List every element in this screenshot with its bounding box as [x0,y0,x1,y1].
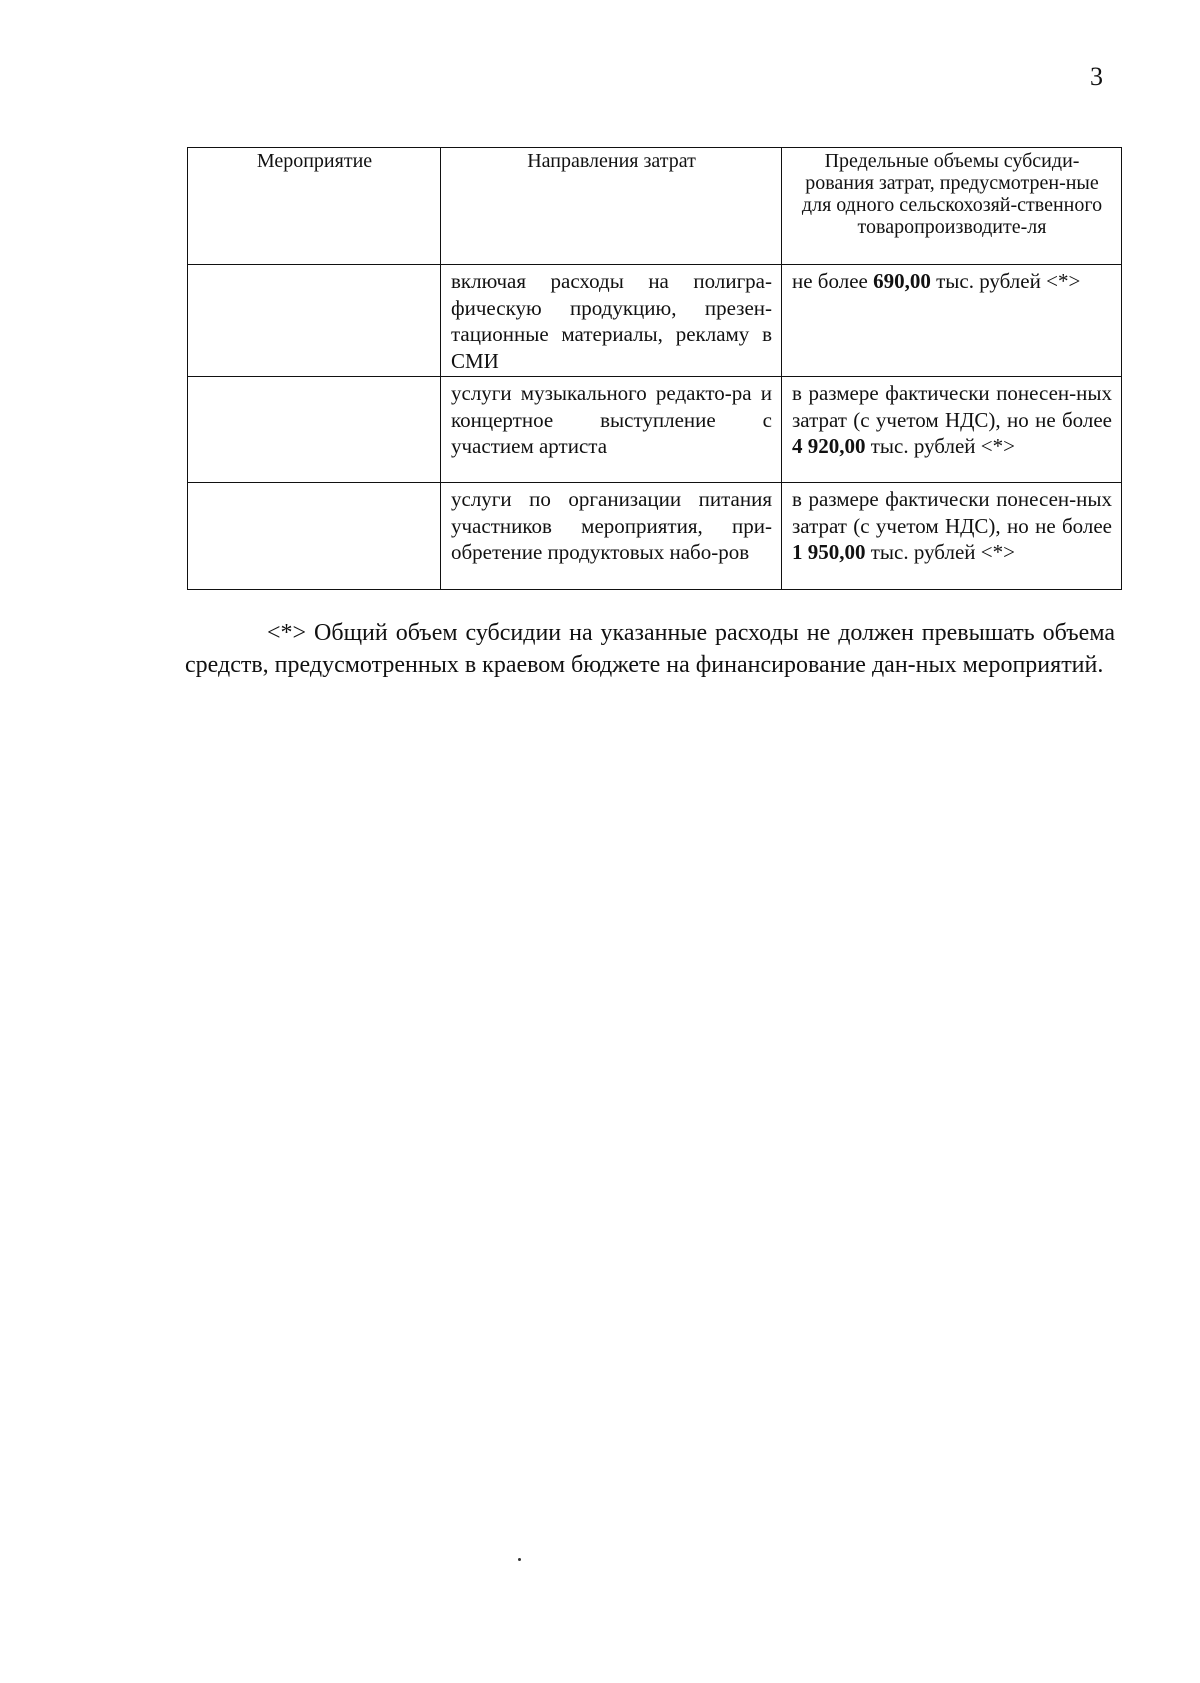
event-cell [188,265,441,377]
limit-amount: 690,00 [873,269,931,293]
limit-suffix: тыс. рублей <*> [865,540,1015,564]
subsidy-limits-table [187,147,1122,590]
scan-speck [518,1558,521,1561]
header-event: Мероприятие [188,148,441,265]
expense-cell: услуги музыкального редакто-ра и концертное выступление с участием артиста [441,377,782,483]
limit-prefix: в размере фактически понесен-ных затрат (с учетом НДС), но не более [792,487,1112,538]
event-cell [188,377,441,483]
limit-cell [782,265,1122,377]
limit-prefix: в размере фактически понесен-ных затрат (с учетом НДС), но не более [792,381,1112,432]
table-row [188,265,1122,377]
limit-cell [782,377,1122,483]
expense-cell: услуги по организации питания участников мероприятия, при-обретение продуктовых набо-ров [441,483,782,590]
limit-amount: 1 950,00 [792,540,866,564]
event-cell [188,483,441,590]
expense-cell: включая расходы на полигра-фическую продукцию, презен-тационные материалы, рекламу в СМИ [441,265,782,377]
limit-cell [782,483,1122,590]
limit-prefix: не более [792,269,874,293]
table-row [188,377,1122,483]
footnote: <*> Общий объем субсидии на указанные расходы не должен превышать объема средств, предусмотренных в краевом бюджете на финансирование дан-ных мероприятий. [185,620,1115,678]
page-number: 3 [1090,62,1103,91]
table-row [188,483,1122,590]
limit-suffix: тыс. рублей <*> [930,269,1081,293]
limit-suffix: тыс. рублей <*> [865,434,1015,458]
header-expense-direction: Направления затрат [441,148,782,265]
table-header-row [188,148,1122,265]
header-subsidy-limit: Предельные объемы субсиди-рования затрат, предусмотрен-ные для одного сельскохозяй-ственного товаропроизводите-ля [782,148,1122,265]
limit-amount: 4 920,00 [792,434,866,458]
